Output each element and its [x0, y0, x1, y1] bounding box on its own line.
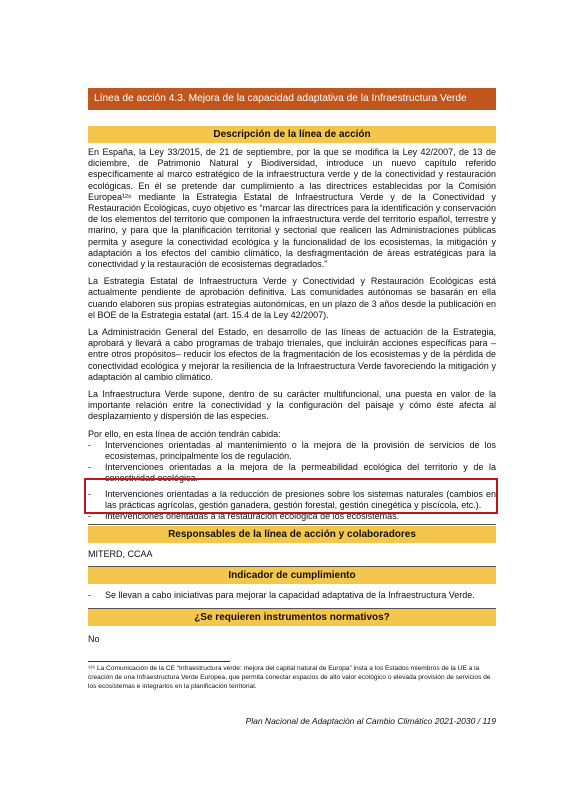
indicador-heading: Indicador de cumplimiento: [88, 567, 496, 584]
bullet-dash: -: [88, 488, 91, 499]
footnote-divider: [88, 661, 230, 662]
responsables-heading: Responsables de la línea de acción y colaboradores: [88, 526, 496, 543]
bullet-text: Intervenciones orientadas al mantenimiento o la mejora de la provisión de servicios de los ecosistemas, principalmente los de regulación.: [105, 439, 496, 462]
responsables-value: MITERD, CCAA: [88, 543, 496, 567]
bullet-item: [88, 590, 496, 601]
page-footer: Plan Nacional de Adaptación al Cambio Climático 2021-2030 / 119: [245, 716, 496, 726]
bullet-dash: -: [88, 462, 91, 473]
footnote: ¹²⁶ La Comunicación de la CE “Infraestructura verde: mejora del capital natural de Europa” insta a los Estados miembros de la UE a la creación de una Infraestructura Verde Europea, que permita conectar espacios de alto valor ecológico o elevada provisión de servicios de los ecosistemas e integrarlos en la planificación territorial.: [88, 665, 491, 690]
paragraph-1: En España, la Ley 33/2015, de 21 de septiembre, por la que se modifica la Ley 42/2007, de 13 de diciembre, de Patrimonio Natural y Biodiversidad, introduce un nuevo capítulo referido específicamente al marco estratégico de la infraestructura verde y de la conectividad y restauración ecológicas. En él se pretende dar cumplimiento a las directrices establecidas por la Comisión Europea¹²⁶ mediante la Estrategia Estatal de Infraestructura Verde y de la Conectividad y Restauración Ecológicas, cuyo objetivo es “marcar las directrices para la identificación y conservación de los elementos del territorio que componen la infraestructura verde del territorio español, terrestre y marino, y para que la planificación territorial y sectorial que realicen las Administraciones públicas permita y asegure la conectividad ecológica y la funcionalidad de los ecosistemas, la mitigación y adaptación a los efectos del cambio climático, la desfragmentación de áreas estratégicas para la conectividad y la restauración de ecosistemas degradados.”: [88, 147, 496, 270]
bullet-dash: -: [88, 511, 91, 522]
highlight-box: [84, 478, 498, 514]
paragraph-2: La Estrategia Estatal de Infraestructura Verde y Conectividad y Restauración Ecológicas está actualmente pendiente de aprobación definitiva. Las comunidades autónomas se basarán en ella cuando elaboren sus propias estrategias autonómicas, en un plazo de 3 años desde la publicación en el BOE de la Estrategia estatal (art. 15.4 de la Ley 42/2007).: [88, 276, 496, 320]
bullet-dash: -: [88, 439, 91, 450]
paragraph-5: Por ello, en esta línea de acción tendrán cabida:: [88, 428, 281, 439]
action-line-title: Línea de acción 4.3. Mejora de la capacidad adaptativa de la Infraestructura Verde: [88, 88, 496, 110]
bullet-dash: -: [88, 590, 91, 601]
description-section: [88, 147, 496, 525]
document-page: [88, 88, 496, 651]
instrumentos-heading: ¿Se requieren instrumentos normativos?: [88, 609, 496, 626]
bullet-text: Intervenciones orientadas a la restauración ecológica de los ecosistemas.: [105, 511, 400, 522]
bullet-text: Intervenciones orientadas a la reducción de presiones sobre los sistemas naturales (cambios en las prácticas agrícolas, gestión ganadera, gestión forestal, gestión cinegética y piscícola, etc.).: [105, 488, 496, 510]
paragraph-4: La Infraestructura Verde supone, dentro de su carácter multifuncional, una puesta en valor de la importante relación entre la conectividad y la configuración del paisaje y cómo éste afecta al desplazamiento y dispersión de las especies.: [88, 389, 496, 422]
description-heading: Descripción de la línea de acción: [88, 126, 496, 143]
paragraph-3: La Administración General del Estado, en desarrollo de las líneas de actuación de la Estrategia, aprobará y llevará a cabo programas de trabajo trienales, que incluirán acciones específicas para –entre otros propósitos– reducir los efectos de la fragmentación de los ecosistemas y de la pérdida de conectividad ecológica y mejorar la resiliencia de la Infraestructura Verde favoreciendo la mitigación y adaptación al cambio climático.: [88, 327, 496, 382]
indicador-section: [88, 584, 496, 608]
bullet-text: Se llevan a cabo iniciativas para mejorar la capacidad adaptativa de la Infraestructura Verde.: [105, 590, 475, 601]
bullet-text: Intervenciones orientadas a la mejora de la permeabilidad ecológica del territorio y de la conectividad ecológica.: [105, 462, 496, 484]
instrumentos-value: No: [88, 633, 100, 644]
bullet-item: [88, 440, 496, 462]
